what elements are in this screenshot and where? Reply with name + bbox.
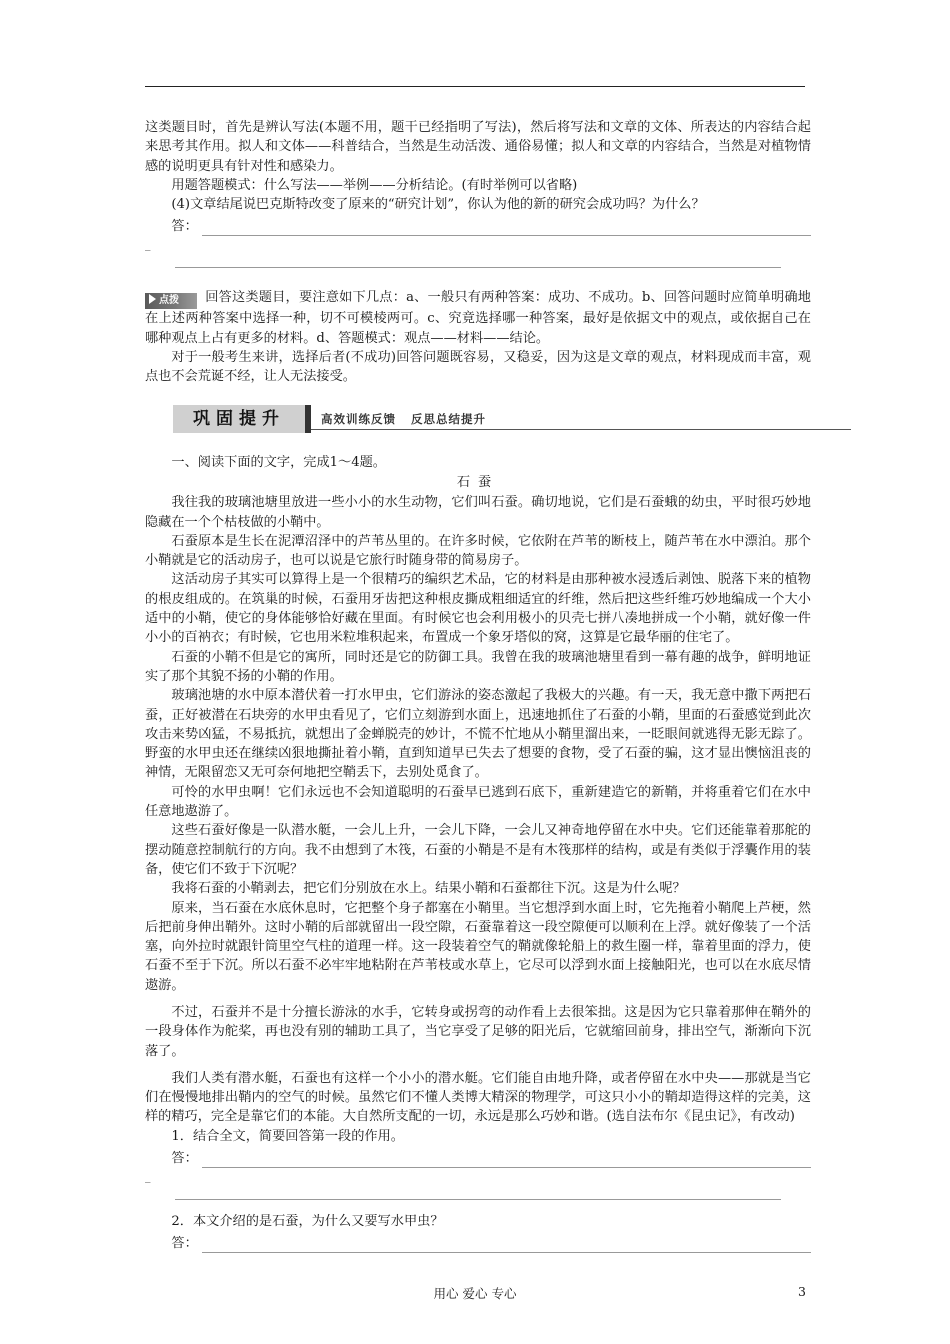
- answer-line-row: [145, 254, 811, 272]
- answer-label: 答：: [171, 1236, 198, 1252]
- passage-paragraph: 不过，石蚕并不是十分擅长游泳的水手，它转身或拐弯的动作看上去很笨拙。这是因为它只靠着那伸在鞘外的一段身体作为舵桨，再也没有别的辅助工具了，当它享受了足够的阳光后，它就缩回前身，排出空气，渐渐向下沉落了。: [145, 1004, 811, 1059]
- dash-mark: _: [145, 238, 151, 252]
- answer-line[interactable]: [202, 1237, 811, 1253]
- section-header: [145, 405, 811, 439]
- question-1: 1．结合全文，简要回答第一段的作用。: [171, 1128, 404, 1144]
- paragraph: 这类题目时，首先是辨认写法(本题不用，题干已经指明了写法)，然后将写法和文章的文体、所表达的内容结合起来思考其作用。拟人和文体——科普结合，当然是生动活泼、通俗易懂；拟人和文章的内容结合，当然是对植物情感的说明更具有针对性和感染力。: [145, 120, 811, 174]
- arrow-icon: [149, 294, 156, 304]
- spacer: [145, 1061, 811, 1069]
- page-body: [145, 118, 811, 1253]
- passage-paragraph: 这些石蚕好像是一队潜水艇，一会儿上升，一会儿下降，一会儿又神奇地停留在水中央。它们还能靠着那舵的摆动随意控制航行的方向。我不由想到了木筏，石蚕的小鞘是不是有木筏那样的结构，或是有类似于浮囊作用的装备，使它们不致于下沉呢？: [145, 823, 811, 877]
- passage-paragraph: 我们人类有潜水艇，石蚕也有这样一个小小的潜水艇。它们能自由地升降，或者停留在水中央——那就是当它们在慢慢地排出鞘内的空气的时候。虽然它们不懂人类博大精深的物理学，可这只小小的鞘却造得这样的完美，这样的精巧，完全是靠它们的本能。大自然所支配的一切，永远是那么巧妙和谐。(选自法布尔《昆虫记》，有改动): [145, 1070, 811, 1125]
- answer-line[interactable]: [202, 1152, 811, 1168]
- question-2: 2．本文介绍的是石蚕，为什么又要写水甲虫？: [171, 1214, 444, 1230]
- section-subtitle: 高效训练反馈 反思总结提升: [321, 411, 487, 426]
- passage-paragraph: 可怜的水甲虫啊！它们永远也不会知道聪明的石蚕早已逃到石底下，重新建造它的新鞘，并将重着它们在水中任意地遨游了。: [145, 784, 811, 820]
- spacer: [145, 995, 811, 1003]
- passage-paragraph: 石蚕的小鞘不但是它的寓所，同时还是它的防御工具。我曾在我的玻璃池塘里看到一幕有趣的战争，鲜明地证实了那个其貌不扬的小鞘的作用。: [145, 649, 811, 684]
- passage-paragraph: 玻璃池塘的水中原本潜伏着一打水甲虫，它们游泳的姿态激起了我极大的兴趣。有一天，我无意中撒下两把石蚕，正好被潜在石块旁的水甲虫看见了，它们立刻游到水面上，迅速地抓住了石蚕的小鞘，里面的石蚕感觉到此次攻击来势凶猛，不易抵抗，就想出了金蝉脱壳的妙计，不慌不忙地从小鞘里溜出来，一眨眼间就逃得无影无踪了。野蛮的水甲虫还在继续凶狠地撕扯着小鞘，直到知道早已失去了想要的食物，受了石蚕的骗，这才显出懊恼沮丧的神情，无限留恋又无可奈何地把空鞘丢下，去别处觅食了。: [145, 688, 811, 781]
- paragraph: 对于一般考生来讲，选择后者(不成功)回答问题既容易，又稳妥，因为这是文章的观点，材料现成而丰富，观点也不会荒诞不经，让人无法接受。: [145, 350, 811, 385]
- paragraph: 用题答题模式：什么写法——举例——分析结论。(有时举例可以省略): [171, 177, 578, 193]
- answer-row: [145, 214, 811, 236]
- footer-slogan: 用心 爱心 专心: [433, 1286, 517, 1301]
- page-footer: [0, 1284, 950, 1304]
- passage-paragraph: 这活动房子其实可以算得上是一个很精巧的编织艺术品，它的材料是由那种被水浸透后剥蚀、脱落下来的植物的根皮组成的。在筑巢的时候，石蚕用牙齿把这种根皮撕成粗细适宜的纤维，然后把这些纤维巧妙地编成一个大小适中的小鞘，使它的身体能够恰好藏在里面。有时候它也会利用极小的贝壳七拼八凑地拼成一个小鞘，就好像一件小小的百衲衣；有时候，它也用米粒堆积起来，布置成一个象牙塔似的窝，这算是它最华丽的住宅了。: [145, 572, 811, 646]
- passage-intro: 一、阅读下面的文字，完成1～4题。: [171, 454, 386, 470]
- answer-row: [145, 1231, 811, 1253]
- answer-label: 答：: [171, 1150, 198, 1166]
- answer-row: [145, 1146, 811, 1168]
- passage-paragraph: 我往我的玻璃池塘里放进一些小小的水生动物，它们叫石蚕。确切地说，它们是石蚕蛾的幼虫，平时很巧妙地隐藏在一个个枯枝做的小鞘中。: [145, 495, 811, 530]
- tip-paragraph: [145, 288, 811, 348]
- passage-paragraph: 石蚕原本是生长在泥潭沼泽中的芦苇丛里的。在许多时候，它依附在芦苇的断枝上，随芦苇在水中漂泊。那个小鞘就是它的活动房子，也可以说是它旅行时随身带的简易房子。: [145, 533, 811, 569]
- tip-text: 回答这类题目，要注意如下几点：a、一般只有两种答案：成功、不成功。b、回答问题时应简单明确地在上述两种答案中选择一种，切不可模棱两可。c、究竟选择哪一种答案，最好是依据文中的观点，或依据自己在哪种观点上占有更多的材料。d、答题模式：观点——材料——结论。: [145, 290, 811, 346]
- tip-badge: [145, 293, 197, 309]
- page-number: 3: [798, 1284, 806, 1299]
- passage-title: 石蚕: [456, 474, 500, 490]
- spacer: [145, 1204, 811, 1212]
- passage-paragraph: 我将石蚕的小鞘剥去，把它们分别放在水上。结果小鞘和石蚕都往下沉。这是为什么呢？: [171, 881, 686, 897]
- section-title: 巩固提升: [173, 405, 311, 433]
- tip-badge-label: 点拨: [159, 295, 179, 307]
- answer-line[interactable]: [202, 220, 811, 236]
- answer-line[interactable]: [175, 267, 781, 268]
- answer-line-row: [145, 1186, 811, 1204]
- answer-line[interactable]: [175, 1199, 781, 1200]
- answer-label: 答：: [171, 219, 198, 235]
- question-4: (4)文章结尾说巴克斯特改变了原来的“研究计划”，你认为他的新的研究会成功吗？为什么？: [171, 197, 705, 213]
- dash-mark: _: [145, 1170, 151, 1184]
- header-rule: [145, 86, 805, 87]
- passage-paragraph: 原来，当石蚕在水底休息时，它把整个身子都塞在小鞘里。当它想浮到水面上时，它先拖着小鞘爬上芦梗，然后把前身伸出鞘外。这时小鞘的后部就留出一段空隙，石蚕靠着这一段空隙便可以顺利在上浮。就好像装了一个活塞，向外拉时就跟针筒里空气柱的道理一样。这一段装着空气的鞘就像轮船上的救生圈一样，靠着里面的浮力，使石蚕不至于下沉。所以石蚕不必牢牢地粘附在芦苇枝或水草上，它尽可以浮到水面上接触阳光，也可以在水底尽情遨游。: [145, 900, 811, 993]
